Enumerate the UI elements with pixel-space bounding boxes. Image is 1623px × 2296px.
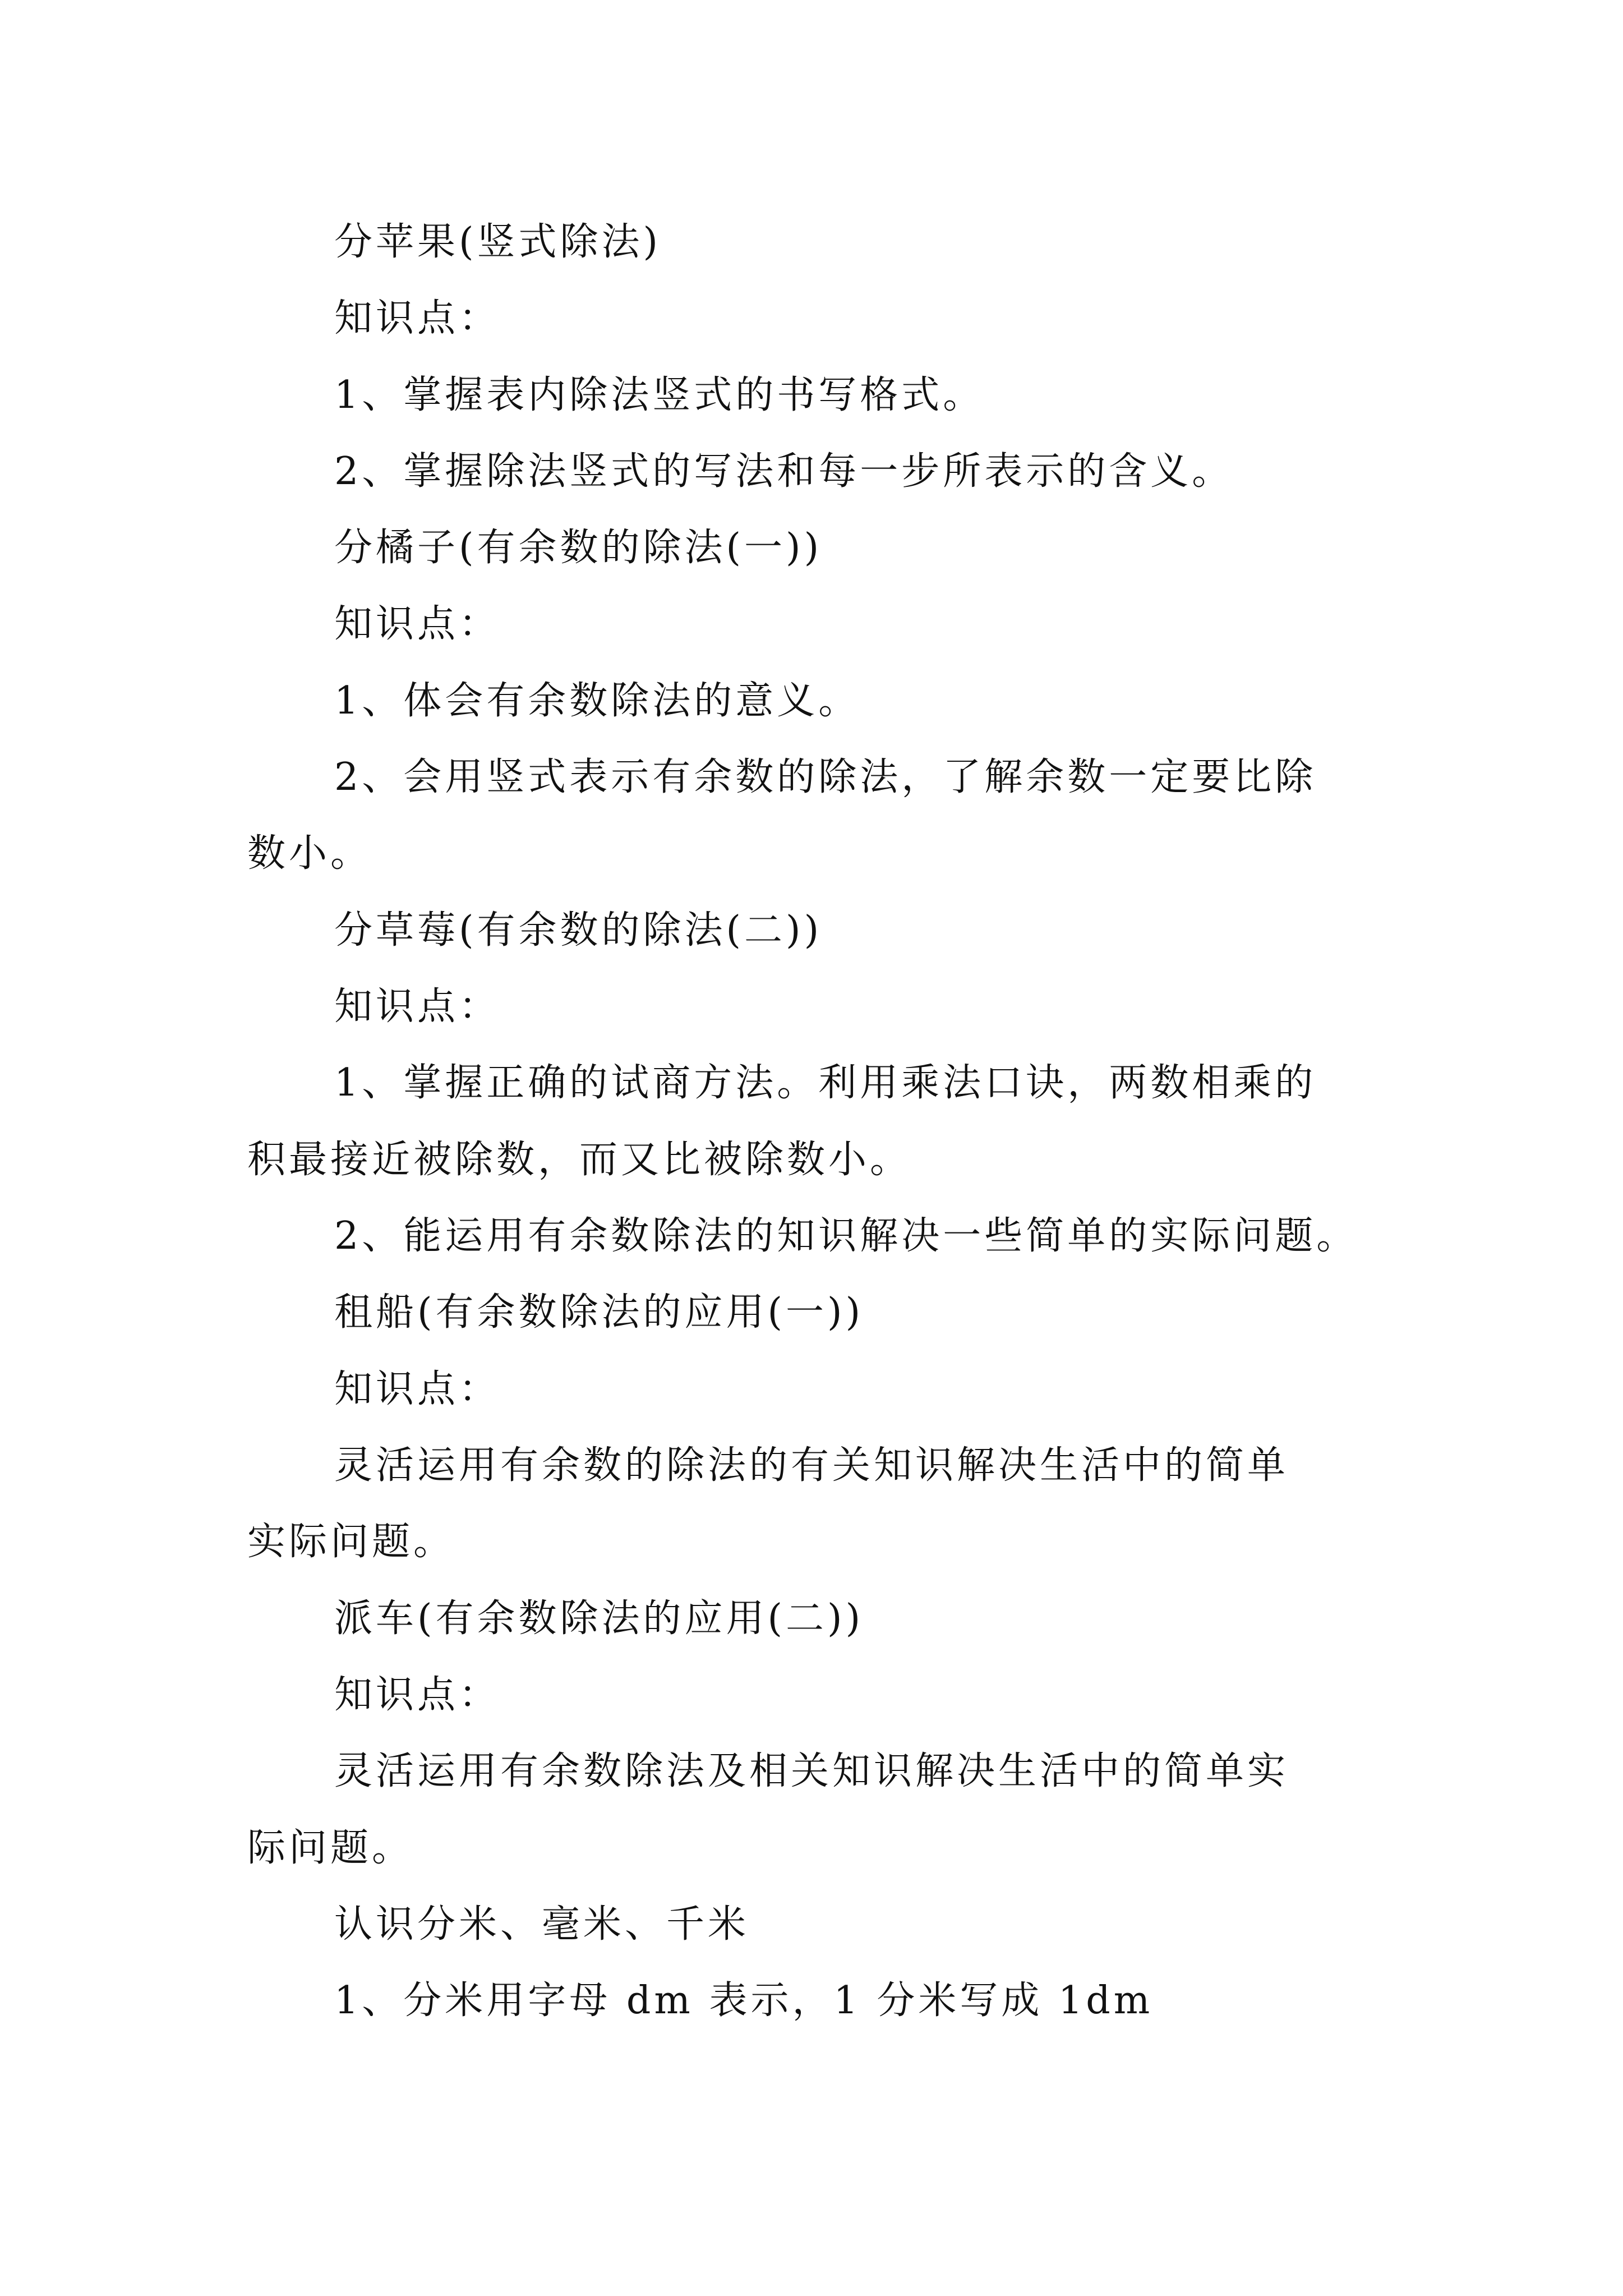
knowledge-item-continued: 积最接近被除数，而又比被除数小。 [247, 1138, 912, 1182]
section-title-oranges: 分橘子(有余数的除法(一)) [334, 526, 823, 570]
knowledge-item: 1、掌握表内除法竖式的书写格式。 [334, 373, 985, 417]
section-title-cars: 派车(有余数除法的应用(二)) [334, 1596, 864, 1641]
knowledge-item: 2、掌握除法竖式的写法和每一步所表示的含义。 [334, 449, 1234, 494]
knowledge-item: 1、体会有余数除法的意义。 [334, 679, 860, 723]
knowledge-label: 知识点： [334, 296, 501, 341]
knowledge-item-continued: 际问题。 [247, 1826, 414, 1870]
section-title-strawberries: 分草莓(有余数的除法(二)) [334, 908, 823, 953]
section-title-length-units: 认识分米、毫米、千米 [334, 1902, 750, 1947]
knowledge-item: 1、掌握正确的试商方法。利用乘法口诀，两数相乘的 [334, 1061, 1317, 1105]
section-title-apples: 分苹果(竖式除法) [334, 220, 662, 264]
knowledge-item: 灵活运用有余数除法及相关知识解决生活中的简单实 [334, 1749, 1289, 1793]
knowledge-item-continued: 实际问题。 [247, 1520, 455, 1564]
knowledge-item-continued: 数小。 [247, 831, 372, 876]
knowledge-label: 知识点： [334, 984, 501, 1029]
knowledge-label: 知识点： [334, 602, 501, 646]
knowledge-item: 2、会用竖式表示有余数的除法，了解余数一定要比除 [334, 755, 1317, 799]
knowledge-item: 灵活运用有余数的除法的有关知识解决生活中的简单 [334, 1443, 1289, 1488]
knowledge-item: 1、分米用字母 dm 表示，1 分米写成 1dm [334, 1978, 1154, 2023]
knowledge-item: 2、能运用有余数除法的知识解决一些简单的实际问题。 [334, 1214, 1358, 1258]
section-title-boats: 租船(有余数除法的应用(一)) [334, 1290, 864, 1335]
knowledge-label: 知识点： [334, 1673, 501, 1717]
knowledge-label: 知识点： [334, 1367, 501, 1411]
